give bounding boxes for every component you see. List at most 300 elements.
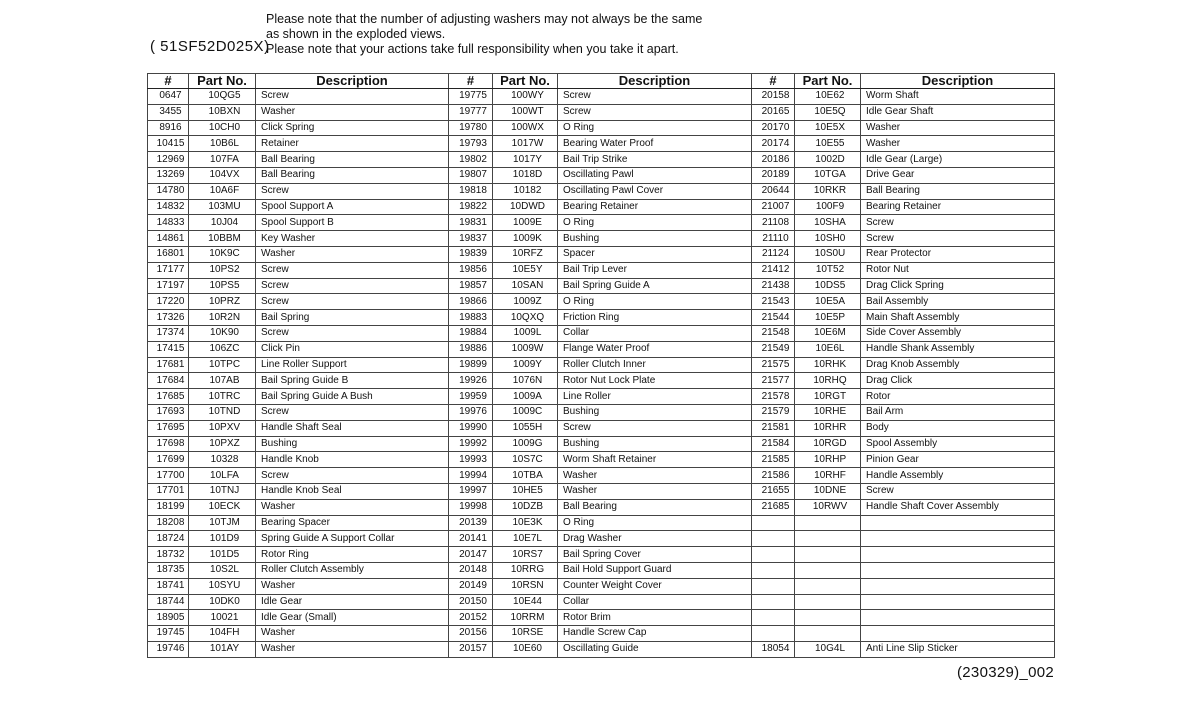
part-number: 10E55 [795, 136, 861, 152]
part-number: 10E5Q [795, 104, 861, 120]
part-description: Oscillating Pawl Cover [558, 183, 752, 199]
part-number: 10TNJ [189, 483, 256, 499]
part-description: Key Washer [256, 231, 449, 247]
part-number: 10PS2 [189, 262, 256, 278]
part-index: 19866 [449, 294, 493, 310]
part-description: Spool Support A [256, 199, 449, 215]
table-row [148, 389, 1055, 405]
footer-code: (230329)_002 [956, 664, 1054, 681]
part-description [861, 610, 1055, 626]
part-description: Ball Bearing [256, 152, 449, 168]
part-number: 10DNE [795, 483, 861, 499]
part-description: Spring Guide A Support Collar [256, 531, 449, 547]
part-number [795, 610, 861, 626]
part-number: 10LFA [189, 468, 256, 484]
parts-table-body [148, 89, 1055, 658]
part-index: 20148 [449, 562, 493, 578]
part-description: Washer [861, 120, 1055, 136]
note-line: as shown in the exploded views. [266, 27, 446, 41]
column-header-part-no: Part No. [493, 74, 558, 89]
part-number: 1017W [493, 136, 558, 152]
part-number [795, 531, 861, 547]
part-index: 18735 [148, 562, 189, 578]
part-index: 21584 [752, 436, 795, 452]
part-index: 19793 [449, 136, 493, 152]
part-index: 13269 [148, 167, 189, 183]
part-description: Ball Bearing [558, 499, 752, 515]
part-number: 1018D [493, 167, 558, 183]
part-number: 10DS5 [795, 278, 861, 294]
part-index: 19837 [449, 231, 493, 247]
part-index: 18724 [148, 531, 189, 547]
part-description: Washer [256, 578, 449, 594]
part-index: 8916 [148, 120, 189, 136]
table-row [148, 641, 1055, 657]
part-number: 101D5 [189, 547, 256, 563]
part-description: Roller Clutch Assembly [256, 562, 449, 578]
part-description: Screw [256, 183, 449, 199]
part-index [752, 626, 795, 642]
part-index: 17685 [148, 389, 189, 405]
part-description [861, 515, 1055, 531]
part-index: 21575 [752, 357, 795, 373]
part-index: 19886 [449, 341, 493, 357]
part-description: Washer [558, 483, 752, 499]
part-description: Bearing Water Proof [558, 136, 752, 152]
part-description: Handle Knob [256, 452, 449, 468]
part-description [861, 531, 1055, 547]
part-description: O Ring [558, 215, 752, 231]
part-index: 21578 [752, 389, 795, 405]
part-index: 20158 [752, 89, 795, 105]
part-number [795, 626, 861, 642]
part-number: 10S2L [189, 562, 256, 578]
part-number: 100WX [493, 120, 558, 136]
part-description: Rotor [861, 389, 1055, 405]
part-number: 10RSN [493, 578, 558, 594]
part-number: 107AB [189, 373, 256, 389]
table-row [148, 562, 1055, 578]
part-description: Ball Bearing [861, 183, 1055, 199]
part-number: 10TRC [189, 389, 256, 405]
table-row [148, 136, 1055, 152]
part-index: 17326 [148, 310, 189, 326]
part-description: Bail Spring Guide A [558, 278, 752, 294]
part-index: 20157 [449, 641, 493, 657]
part-index: 17177 [148, 262, 189, 278]
part-index: 19822 [449, 199, 493, 215]
part-description: Screw [558, 89, 752, 105]
part-index: 19883 [449, 310, 493, 326]
part-index: 14833 [148, 215, 189, 231]
part-description: Handle Assembly [861, 468, 1055, 484]
part-description: Screw [256, 468, 449, 484]
part-index: 20170 [752, 120, 795, 136]
column-header-description: Description [256, 74, 449, 89]
part-index: 19745 [148, 626, 189, 642]
part-description: Screw [558, 104, 752, 120]
part-number: 10RHK [795, 357, 861, 373]
part-index: 21577 [752, 373, 795, 389]
part-number: 10ECK [189, 499, 256, 515]
part-number: 10E5A [795, 294, 861, 310]
part-number: 10TGA [795, 167, 861, 183]
part-number: 1009C [493, 404, 558, 420]
table-row [148, 610, 1055, 626]
part-number: 10QXQ [493, 310, 558, 326]
part-number: 10TPC [189, 357, 256, 373]
table-row [148, 404, 1055, 420]
part-description: Body [861, 420, 1055, 436]
part-description: Ball Bearing [256, 167, 449, 183]
column-header-description: Description [861, 74, 1055, 89]
part-description [861, 594, 1055, 610]
part-description: Friction Ring [558, 310, 752, 326]
part-index: 17220 [148, 294, 189, 310]
part-description: Bail Spring [256, 310, 449, 326]
table-row [148, 452, 1055, 468]
part-number: 10E7L [493, 531, 558, 547]
part-index: 19884 [449, 325, 493, 341]
part-index: 20186 [752, 152, 795, 168]
part-number: 10RKR [795, 183, 861, 199]
part-index: 10415 [148, 136, 189, 152]
part-description: Handle Shaft Cover Assembly [861, 499, 1055, 515]
part-description: Washer [256, 641, 449, 657]
part-description: Screw [256, 325, 449, 341]
part-index: 21412 [752, 262, 795, 278]
table-row [148, 547, 1055, 563]
part-number [795, 594, 861, 610]
part-description: Screw [558, 420, 752, 436]
table-row [148, 278, 1055, 294]
part-number: 10G4L [795, 641, 861, 657]
part-number: 10B6L [189, 136, 256, 152]
part-description [861, 578, 1055, 594]
table-row [148, 531, 1055, 547]
part-index: 20174 [752, 136, 795, 152]
part-number: 1009L [493, 325, 558, 341]
part-description: Bearing Spacer [256, 515, 449, 531]
part-number: 10HE5 [493, 483, 558, 499]
part-index: 17698 [148, 436, 189, 452]
part-number: 10RHE [795, 404, 861, 420]
table-row [148, 626, 1055, 642]
part-number: 10RHR [795, 420, 861, 436]
table-row [148, 373, 1055, 389]
table-header-row [148, 74, 1055, 89]
part-number: 10RRM [493, 610, 558, 626]
part-index: 21110 [752, 231, 795, 247]
table-row [148, 325, 1055, 341]
part-index: 20147 [449, 547, 493, 563]
part-description: Handle Shank Assembly [861, 341, 1055, 357]
part-index: 0647 [148, 89, 189, 105]
part-index: 19997 [449, 483, 493, 499]
part-number: 10BBM [189, 231, 256, 247]
part-description: Spacer [558, 246, 752, 262]
column-header-part-no: Part No. [189, 74, 256, 89]
part-index: 19959 [449, 389, 493, 405]
part-index [752, 547, 795, 563]
part-index: 20644 [752, 183, 795, 199]
table-row [148, 294, 1055, 310]
part-number: 107FA [189, 152, 256, 168]
part-number: 10E6L [795, 341, 861, 357]
part-number: 10J04 [189, 215, 256, 231]
part-description: Roller Clutch Inner [558, 357, 752, 373]
part-description: Screw [861, 215, 1055, 231]
part-number: 103MU [189, 199, 256, 215]
part-number [795, 562, 861, 578]
part-description [861, 547, 1055, 563]
part-index: 18208 [148, 515, 189, 531]
part-index: 19802 [449, 152, 493, 168]
part-number: 10PS5 [189, 278, 256, 294]
part-description: Washer [256, 246, 449, 262]
part-index: 18199 [148, 499, 189, 515]
part-description: Line Roller [558, 389, 752, 405]
part-description: Handle Knob Seal [256, 483, 449, 499]
part-number: 10SYU [189, 578, 256, 594]
part-description: Bail Trip Lever [558, 262, 752, 278]
part-description: Main Shaft Assembly [861, 310, 1055, 326]
part-index: 17684 [148, 373, 189, 389]
part-number: 10328 [189, 452, 256, 468]
part-number: 10SAN [493, 278, 558, 294]
part-description: Rear Protector [861, 246, 1055, 262]
part-index: 17415 [148, 341, 189, 357]
part-index: 19746 [148, 641, 189, 657]
part-index [752, 578, 795, 594]
part-index [752, 610, 795, 626]
part-number: 10CH0 [189, 120, 256, 136]
part-number: 1009W [493, 341, 558, 357]
part-description: Flange Water Proof [558, 341, 752, 357]
part-number: 1009A [493, 389, 558, 405]
part-number: 1055H [493, 420, 558, 436]
part-index: 17374 [148, 325, 189, 341]
part-number: 104VX [189, 167, 256, 183]
table-row [148, 89, 1055, 105]
part-number: 10A6F [189, 183, 256, 199]
part-number: 10RHF [795, 468, 861, 484]
part-index: 17197 [148, 278, 189, 294]
part-description: Drag Click [861, 373, 1055, 389]
part-description: Bushing [558, 231, 752, 247]
part-number: 10TJM [189, 515, 256, 531]
part-index: 21586 [752, 468, 795, 484]
part-description [861, 562, 1055, 578]
part-index: 17701 [148, 483, 189, 499]
part-number: 10TND [189, 404, 256, 420]
part-index: 19976 [449, 404, 493, 420]
part-number: 10E5P [795, 310, 861, 326]
part-description [861, 626, 1055, 642]
part-number: 10RS7 [493, 547, 558, 563]
part-number: 1009Z [493, 294, 558, 310]
part-index: 12969 [148, 152, 189, 168]
part-index: 21581 [752, 420, 795, 436]
notes-block [266, 12, 702, 57]
part-description: Idle Gear [256, 594, 449, 610]
part-number: 10E3K [493, 515, 558, 531]
part-index: 21548 [752, 325, 795, 341]
part-number: 10E6M [795, 325, 861, 341]
table-row [148, 262, 1055, 278]
part-index: 21124 [752, 246, 795, 262]
part-index: 19780 [449, 120, 493, 136]
part-index: 18905 [148, 610, 189, 626]
part-description: Screw [256, 404, 449, 420]
part-number: 100WT [493, 104, 558, 120]
part-index: 19807 [449, 167, 493, 183]
part-number: 10RHP [795, 452, 861, 468]
column-header-number: # [148, 74, 189, 89]
part-number: 1076N [493, 373, 558, 389]
part-index: 21685 [752, 499, 795, 515]
model-code: ( 51SF52D025X) [150, 38, 270, 55]
part-index: 21543 [752, 294, 795, 310]
part-index: 19775 [449, 89, 493, 105]
table-row [148, 468, 1055, 484]
part-description: Click Spring [256, 120, 449, 136]
part-description: Drag Washer [558, 531, 752, 547]
part-index [752, 531, 795, 547]
part-index: 19777 [449, 104, 493, 120]
part-description: Bail Spring Cover [558, 547, 752, 563]
part-index: 14832 [148, 199, 189, 215]
part-description: O Ring [558, 120, 752, 136]
table-row [148, 167, 1055, 183]
part-index: 19839 [449, 246, 493, 262]
part-description: Handle Screw Cap [558, 626, 752, 642]
part-number: 10RFZ [493, 246, 558, 262]
part-number: 10BXN [189, 104, 256, 120]
part-number: 10E60 [493, 641, 558, 657]
part-index: 19856 [449, 262, 493, 278]
part-description: Screw [256, 294, 449, 310]
table-row [148, 231, 1055, 247]
part-index: 18732 [148, 547, 189, 563]
part-number: 10TBA [493, 468, 558, 484]
part-description: Worm Shaft [861, 89, 1055, 105]
part-index: 21108 [752, 215, 795, 231]
part-index: 19993 [449, 452, 493, 468]
part-index: 20141 [449, 531, 493, 547]
part-description: Idle Gear Shaft [861, 104, 1055, 120]
part-description: Worm Shaft Retainer [558, 452, 752, 468]
part-index: 19994 [449, 468, 493, 484]
part-number: 10PXZ [189, 436, 256, 452]
table-row [148, 578, 1055, 594]
part-number: 10K9C [189, 246, 256, 262]
part-description: Anti Line Slip Sticker [861, 641, 1055, 657]
part-number: 10E5X [795, 120, 861, 136]
part-number: 10DZB [493, 499, 558, 515]
part-number: 10SH0 [795, 231, 861, 247]
part-description: Washer [256, 626, 449, 642]
parts-table [147, 73, 1055, 658]
table-row [148, 104, 1055, 120]
part-description: Line Roller Support [256, 357, 449, 373]
table-row [148, 357, 1055, 373]
part-description: Spool Support B [256, 215, 449, 231]
part-number: 101AY [189, 641, 256, 657]
part-description: Oscillating Pawl [558, 167, 752, 183]
table-row [148, 515, 1055, 531]
part-description: Retainer [256, 136, 449, 152]
part-index: 3455 [148, 104, 189, 120]
part-index: 14861 [148, 231, 189, 247]
part-description: Rotor Brim [558, 610, 752, 626]
part-description: Rotor Ring [256, 547, 449, 563]
part-description: Collar [558, 325, 752, 341]
part-index: 21579 [752, 404, 795, 420]
part-index: 19899 [449, 357, 493, 373]
part-description: Screw [256, 278, 449, 294]
part-description: Collar [558, 594, 752, 610]
table-row [148, 483, 1055, 499]
part-index: 17699 [148, 452, 189, 468]
part-description: Bearing Retainer [861, 199, 1055, 215]
part-number: 10K90 [189, 325, 256, 341]
part-index: 17693 [148, 404, 189, 420]
table-row [148, 436, 1055, 452]
part-index: 19818 [449, 183, 493, 199]
part-number: 1009G [493, 436, 558, 452]
table-row [148, 199, 1055, 215]
part-description: Handle Shaft Seal [256, 420, 449, 436]
part-index: 21438 [752, 278, 795, 294]
part-number: 10RRG [493, 562, 558, 578]
part-number: 10RGT [795, 389, 861, 405]
part-number: 106ZC [189, 341, 256, 357]
part-number: 100F9 [795, 199, 861, 215]
part-index: 21544 [752, 310, 795, 326]
part-index: 19926 [449, 373, 493, 389]
part-index: 17700 [148, 468, 189, 484]
part-description: Idle Gear (Large) [861, 152, 1055, 168]
table-row [148, 594, 1055, 610]
column-header-number: # [449, 74, 493, 89]
part-number: 10QG5 [189, 89, 256, 105]
part-number: 10PXV [189, 420, 256, 436]
part-number: 104FH [189, 626, 256, 642]
part-description: Screw [861, 231, 1055, 247]
part-index: 17695 [148, 420, 189, 436]
column-header-number: # [752, 74, 795, 89]
part-number: 1009K [493, 231, 558, 247]
part-index: 20165 [752, 104, 795, 120]
part-index: 20149 [449, 578, 493, 594]
part-description: Spool Assembly [861, 436, 1055, 452]
part-description: Pinion Gear [861, 452, 1055, 468]
note-line: Please note that the number of adjusting washers may not always be the same [266, 12, 703, 26]
part-number: 1002D [795, 152, 861, 168]
table-row [148, 499, 1055, 515]
part-description: Bushing [256, 436, 449, 452]
part-number: 1009E [493, 215, 558, 231]
part-description: Bearing Retainer [558, 199, 752, 215]
part-description: O Ring [558, 515, 752, 531]
part-description: Screw [256, 262, 449, 278]
part-number [795, 547, 861, 563]
part-index: 20150 [449, 594, 493, 610]
part-index: 19990 [449, 420, 493, 436]
part-index: 21007 [752, 199, 795, 215]
part-number [795, 578, 861, 594]
